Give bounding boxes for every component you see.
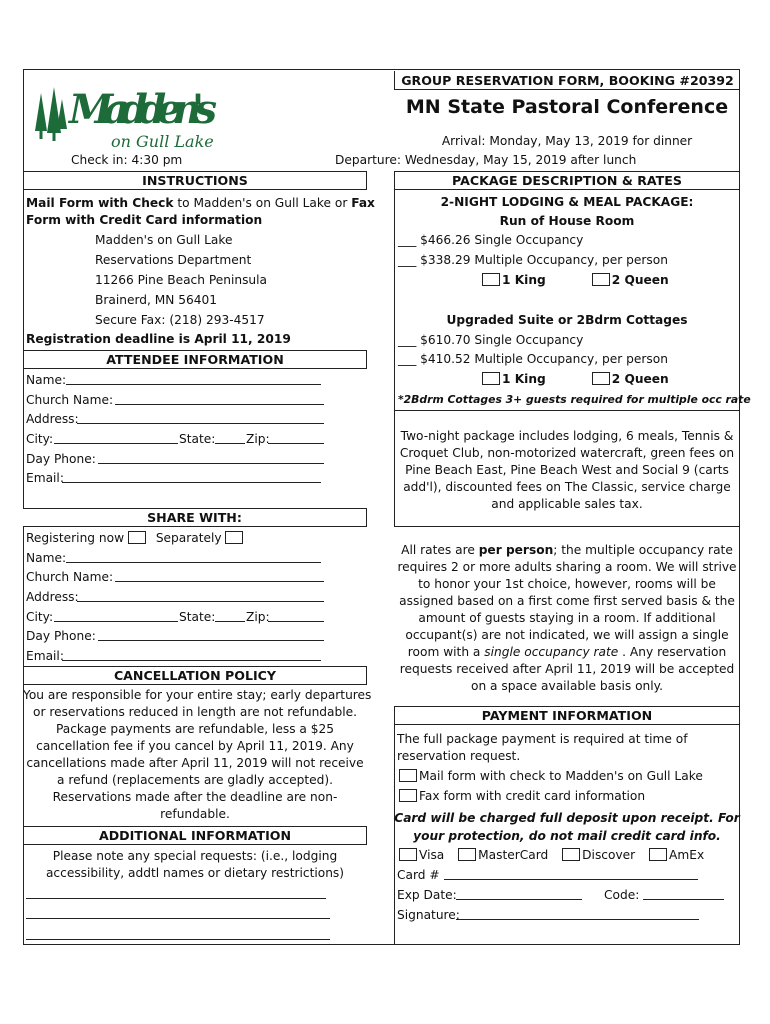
maddens-logo bbox=[27, 73, 219, 157]
share-zip-field[interactable] bbox=[268, 621, 324, 622]
attendee-email-label: Email: bbox=[26, 471, 64, 485]
cancellation-heading: CANCELLATION POLICY bbox=[23, 666, 367, 685]
attendee-email-field[interactable] bbox=[62, 482, 321, 483]
svg-text:Madden's: Madden's bbox=[69, 86, 217, 133]
attendee-zip-field[interactable] bbox=[268, 443, 324, 444]
share-zip-label: Zip: bbox=[246, 610, 270, 624]
attendee-name-field[interactable] bbox=[66, 384, 321, 385]
share-name-label: Name: bbox=[26, 551, 67, 565]
svg-text:on Gull Lake: on Gull Lake bbox=[111, 132, 214, 151]
mail-instructions-2: Form with Credit Card information bbox=[26, 213, 263, 227]
cancellation-policy-text: You are responsible for your entire stay; early departures or reservations reduced in length are not refundable. Package payments are refundable, less a $25 cancellation fee if you cancel by April 11, 2019. Any cancellations made after April 11, 2019 will not receive a refund (replacements are gladly accepted). Reservations made after the deadline are non- refundable. bbox=[23, 688, 372, 821]
room2-queen-checkbox[interactable] bbox=[592, 372, 610, 385]
attendee-church-field[interactable] bbox=[115, 404, 324, 405]
room1-queen-checkbox[interactable] bbox=[592, 273, 610, 286]
divider bbox=[394, 410, 740, 411]
share-address-field[interactable] bbox=[77, 601, 324, 602]
attendee-phone-label: Day Phone: bbox=[26, 452, 96, 466]
arrival-text: Arrival: Monday, May 13, 2019 for dinner bbox=[441, 134, 693, 148]
departure-text: Departure: Wednesday, May 15, 2019 after lunch bbox=[335, 153, 637, 167]
room2-single-rate: ___ $610.70 Single Occupancy bbox=[398, 333, 584, 347]
attendee-city-label: City: bbox=[26, 432, 54, 446]
share-phone-field[interactable] bbox=[98, 640, 324, 641]
rates-policy-text: All rates are per person; the multiple occupancy rate requires 2 or more adults sharing a room. We will strive to honor your 1st choice, however, rooms will be assigned based on a first come first served basis & the amount of guests staying in a room. If additional occupant(s) are not indicated, we will assign a single room with a single occupancy rate . Any reservation requests received after April 11, 2019 will be accepted on a space available basis only. bbox=[397, 543, 737, 693]
address-line: Brainerd, MN 56401 bbox=[95, 293, 218, 307]
separately-checkbox[interactable] bbox=[225, 531, 243, 544]
attendee-name-label: Name: bbox=[26, 373, 67, 387]
card-warning-2: your protection, do not mail credit card info. bbox=[413, 829, 721, 843]
package-includes-text: Two-night package includes lodging, 6 meals, Tennis & Croquet Club, non-motorized watercraft, green fees on Pine Beach East, Pine Beach West and Social 9 (carts add'l), discounted fees on The Classic, service charge and applicable sales tax. bbox=[399, 429, 735, 511]
share-state-field[interactable] bbox=[215, 621, 245, 622]
address-line: Reservations Department bbox=[95, 253, 252, 267]
attendee-church-label: Church Name: bbox=[26, 393, 114, 407]
signature-label: Signature: bbox=[397, 908, 460, 922]
card-number-field[interactable] bbox=[444, 879, 698, 880]
share-church-label: Church Name: bbox=[26, 570, 114, 584]
share-city-field[interactable] bbox=[54, 621, 178, 622]
payment-intro: The full package payment is required at time of bbox=[397, 732, 688, 746]
cottage-note: *2Bdrm Cottages 3+ guests required for multiple occ rate bbox=[398, 393, 751, 406]
exp-date-field[interactable] bbox=[456, 899, 582, 900]
attendee-phone-field[interactable] bbox=[98, 463, 324, 464]
amex-checkbox[interactable] bbox=[649, 848, 667, 861]
share-email-label: Email: bbox=[26, 649, 64, 663]
payment-option-fax: Fax form with credit card information bbox=[399, 789, 645, 803]
payment-heading: PAYMENT INFORMATION bbox=[394, 706, 740, 725]
room1-king-checkbox[interactable] bbox=[482, 273, 500, 286]
payment-intro-2: reservation request. bbox=[397, 749, 521, 763]
visa-checkbox[interactable] bbox=[399, 848, 417, 861]
card-number-label: Card # bbox=[397, 868, 440, 882]
address-line: 11266 Pine Beach Peninsula bbox=[95, 273, 268, 287]
share-phone-label: Day Phone: bbox=[26, 629, 96, 643]
attendee-city-field[interactable] bbox=[54, 443, 178, 444]
room2-king-checkbox[interactable] bbox=[482, 372, 500, 385]
mastercard-checkbox[interactable] bbox=[458, 848, 476, 861]
share-registering-now: Registering now Separately bbox=[26, 531, 245, 545]
package-title: 2-NIGHT LODGING & MEAL PACKAGE: bbox=[440, 195, 694, 209]
attendee-address-label: Address: bbox=[26, 412, 79, 426]
group-reservation-line: GROUP RESERVATION FORM, BOOKING #20392 bbox=[394, 71, 740, 90]
instructions-heading: INSTRUCTIONS bbox=[23, 171, 367, 190]
mail-instructions: Mail Form with Check to Madden's on Gull Lake or Fax bbox=[26, 196, 375, 210]
fax-card-checkbox[interactable] bbox=[399, 789, 417, 802]
package-heading: PACKAGE DESCRIPTION & RATES bbox=[394, 171, 740, 190]
registration-deadline: Registration deadline is April 11, 2019 bbox=[26, 332, 291, 346]
discover-checkbox[interactable] bbox=[562, 848, 580, 861]
room2-title: Upgraded Suite or 2Bdrm Cottages bbox=[446, 313, 688, 327]
signature-field[interactable] bbox=[456, 919, 699, 920]
fax-number: Secure Fax: (218) 293-4517 bbox=[95, 313, 265, 327]
room1-single-rate: ___ $466.26 Single Occupancy bbox=[398, 233, 584, 247]
share-church-field[interactable] bbox=[115, 581, 324, 582]
payment-option-mail: Mail form with check to Madden's on Gull Lake bbox=[399, 769, 703, 783]
code-field[interactable] bbox=[643, 899, 724, 900]
attendee-state-field[interactable] bbox=[215, 443, 245, 444]
share-name-field[interactable] bbox=[66, 562, 321, 563]
check-in-text: Check in: 4:30 pm bbox=[71, 153, 183, 167]
attendee-state-label: State: bbox=[179, 432, 216, 446]
registering-now-checkbox[interactable] bbox=[128, 531, 146, 544]
room2-bed-options: 1 King 2 Queen bbox=[482, 372, 669, 386]
special-requests-line[interactable] bbox=[26, 939, 330, 940]
room1-title: Run of House Room bbox=[499, 214, 635, 228]
card-warning: Card will be charged full deposit upon receipt. For bbox=[394, 811, 740, 825]
share-heading: SHARE WITH: bbox=[23, 508, 367, 527]
code-label: Code: bbox=[604, 888, 640, 902]
room1-bed-options: 1 King 2 Queen bbox=[482, 273, 669, 287]
card-type-options: Visa MasterCard Discover AmEx bbox=[399, 848, 704, 862]
special-requests-line[interactable] bbox=[26, 898, 326, 899]
share-city-label: City: bbox=[26, 610, 54, 624]
attendee-heading: ATTENDEE INFORMATION bbox=[23, 350, 367, 369]
additional-info-text: Please note any special requests: (i.e., lodging accessibility, addtl names or dietary restrictions) bbox=[45, 849, 345, 880]
address-line: Madden's on Gull Lake bbox=[95, 233, 233, 247]
room2-multi-rate: ___ $410.52 Multiple Occupancy, per person bbox=[398, 352, 668, 366]
attendee-zip-label: Zip: bbox=[246, 432, 270, 446]
share-state-label: State: bbox=[179, 610, 216, 624]
event-title: MN State Pastoral Conference bbox=[405, 96, 729, 118]
mail-check-checkbox[interactable] bbox=[399, 769, 417, 782]
special-requests-line[interactable] bbox=[26, 918, 330, 919]
room1-multi-rate: ___ $338.29 Multiple Occupancy, per person bbox=[398, 253, 668, 267]
attendee-address-field[interactable] bbox=[77, 423, 324, 424]
share-address-label: Address: bbox=[26, 590, 79, 604]
additional-heading: ADDITIONAL INFORMATION bbox=[23, 826, 367, 845]
exp-date-label: Exp Date: bbox=[397, 888, 457, 902]
share-email-field[interactable] bbox=[62, 660, 321, 661]
